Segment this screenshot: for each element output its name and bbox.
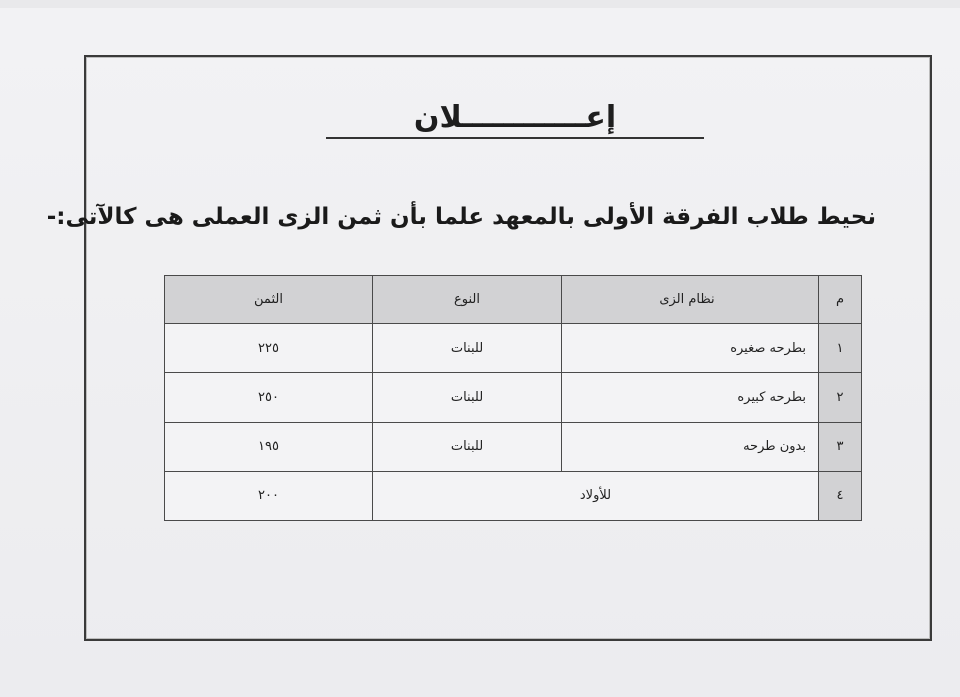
row-num: ٢ [819, 373, 862, 422]
row-price: ٢٢٥ [165, 324, 373, 373]
table-row [165, 324, 862, 373]
row-price: ٢٠٠ [165, 471, 373, 520]
table-row [165, 422, 862, 471]
table-row [165, 373, 862, 422]
row-price: ١٩٥ [165, 422, 373, 471]
row-system: بطرحه صغيره [562, 324, 819, 373]
row-type: للبنات [373, 422, 562, 471]
row-system: بطرحه كبيره [562, 373, 819, 422]
header-num: م [819, 276, 862, 324]
announcement-title: إعــــــــــــلان [413, 100, 617, 135]
header-system: نظام الزى [562, 276, 819, 324]
row-num: ٤ [819, 471, 862, 520]
row-system-type-merged: للأولاد [373, 471, 819, 520]
table-header-row [165, 276, 862, 324]
row-type: للبنات [373, 324, 562, 373]
row-type: للبنات [373, 373, 562, 422]
table-row [165, 471, 862, 520]
row-price: ٢٥٠ [165, 373, 373, 422]
header-price: الثمن [165, 276, 373, 324]
announcement-intro: نحيط طلاب الفرقة الأولى بالمعهد علما بأن ثمن الزى العملى هى كالآتى:- [46, 204, 876, 230]
uniform-price-table [164, 275, 862, 521]
row-num: ١ [819, 324, 862, 373]
row-num: ٣ [819, 422, 862, 471]
title-underline [326, 137, 704, 139]
header-type: النوع [373, 276, 562, 324]
row-system: بدون طرحه [562, 422, 819, 471]
